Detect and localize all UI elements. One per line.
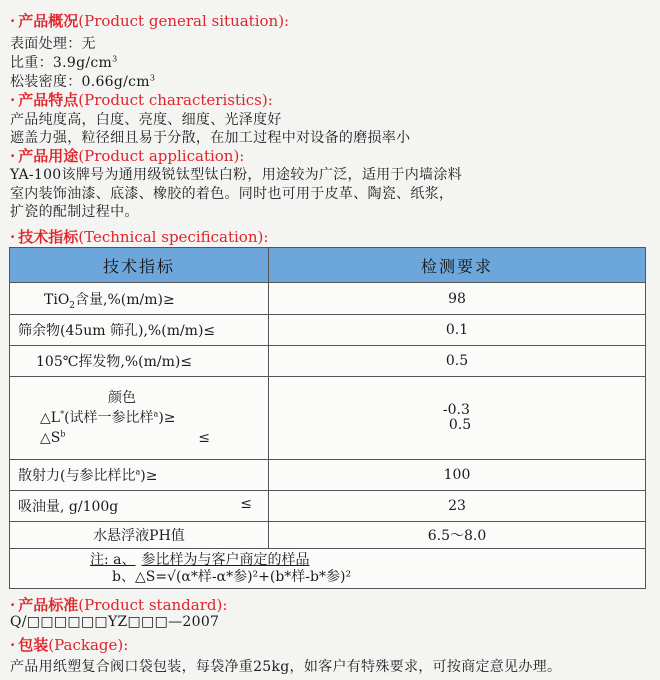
scatter-label: 散射力(与参比样比$^a$)≥	[10, 460, 269, 491]
characteristics-section-title: · 产品特点(Product characteristics):	[10, 91, 273, 109]
header-item: 技术指标	[10, 248, 269, 283]
package-text: 产品用纸塑复合阀口袋包装，每袋净重25kg，如客户有特殊要求，可按商定意见办理。	[10, 659, 562, 675]
spec-section-title: · 技术指标(Technical specification):	[10, 228, 269, 246]
bulk-density-line: 松装密度：$0.66g/cm^3$	[10, 73, 156, 90]
application-section-title: · 产品用途(Product application):	[10, 147, 245, 165]
sieve-value: 0.1	[269, 315, 646, 346]
tio2-value: 98	[269, 283, 646, 315]
table-row	[10, 283, 646, 315]
specific-gravity-line: 比重：$3.9g/cm^3$	[10, 54, 118, 71]
table-row	[10, 346, 646, 377]
scatter-value: 100	[269, 460, 646, 491]
color-value: -0.3 0.5	[269, 377, 646, 460]
sieve-label: 筛余物(45um 筛孔),%(m/m)≤	[10, 315, 269, 346]
ph-label: 水悬浮液PH值	[10, 522, 269, 549]
application-line-3: 扩瓷的配制过程中。	[10, 204, 139, 220]
table-note-row	[10, 549, 646, 589]
table-header-row	[10, 248, 646, 283]
characteristics-line-2: 遮盖力强，粒径细且易于分散，在加工过程中对设备的磨损率小	[10, 130, 411, 146]
oil-label: 吸油量, g/100g ≤	[10, 491, 269, 522]
tio2-label: TiO$_2$含量,%(m/m)≥	[10, 283, 269, 315]
ph-value: 6.5～8.0	[269, 522, 646, 549]
standard-value: Q/□□□□□□YZ□□□—2007	[10, 614, 220, 630]
characteristics-line-1: 产品纯度高，白度、亮度、细度、光泽度好	[10, 112, 282, 128]
volatile-label: 105℃挥发物,%(m/m)≤	[10, 346, 269, 377]
table-note: 注: a、 参比样为与客户商定的样品 b、△S=√(α*样-α*参)²+(b*样-b*参)²	[10, 549, 646, 589]
oil-value: 23	[269, 491, 646, 522]
header-requirement: 检测要求	[269, 248, 646, 283]
table-row	[10, 315, 646, 346]
table-row	[10, 491, 646, 522]
table-row	[10, 522, 646, 549]
application-line-2: 室内装饰油漆、底漆、橡胶的着色。同时也可用于皮革、陶瓷、纸浆，	[10, 186, 454, 202]
application-line-1: YA-100该牌号为通用级锐钛型钛白粉，用途较为广泛，适用于内墙涂料	[10, 167, 462, 183]
table-row	[10, 460, 646, 491]
standard-section-title: · 产品标准(Product standard):	[10, 596, 228, 614]
package-section-title: · 包装(Package):	[10, 636, 129, 654]
general-section-title: · 产品概况(Product general situation):	[10, 12, 290, 30]
surface-treatment-line: 表面处理：无	[10, 36, 96, 52]
table-row	[10, 377, 646, 460]
volatile-value: 0.5	[269, 346, 646, 377]
spec-table	[9, 247, 646, 589]
color-label: 颜色 △L*(试样一参比样$^a$)≥ $\triangle S^b$ ≤	[10, 377, 269, 460]
